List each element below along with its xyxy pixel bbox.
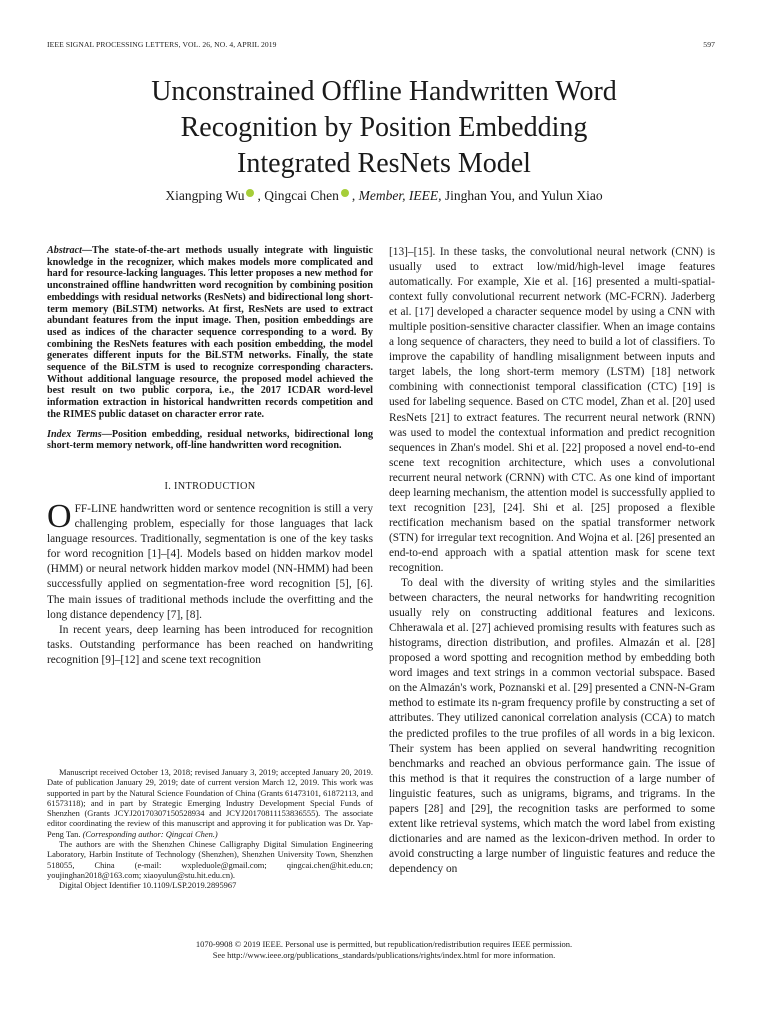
author-name: Xiangping Wu: [165, 188, 245, 203]
index-terms: [47, 429, 373, 452]
page-number: 597: [703, 40, 715, 49]
intro-paragraph: [47, 497, 373, 623]
abstract-text: —The state-of-the-art methods usually integrate with linguistic knowledge in the recognizer, which makes models more complicated and hard for resource-lacking languages. This letter proposes a new method for unconstrained offline handwritten word recognition by combining position embeddings with residual networks (ResNets) and bidirectional long short-term memory (BiLSTM) networks. At first, ResNets are used to extract abundant features from the input image. Then, position embeddings are used as indices of the character sequence corresponding to a word. By combining the ResNets features with each position embedding, the model generates different inputs for the BiLSTM networks. Finally, the state sequence of the BiLSTM is used to recognize corresponding characters. Without additional language resource, the proposed model achieved the best result on two public corpora, i.e., the 2017 ICDAR word-level information extraction in historical handwritten records competition and the RIMES public dataset on character error rate.: [47, 245, 373, 420]
orcid-icon[interactable]: [341, 189, 349, 197]
section-title-first: I: [174, 480, 178, 492]
right-column: [389, 245, 715, 877]
intro-paragraph-text: handwritten word or sentence recognition is still a very challenging problem, especially for those languages that lack language resources. Traditionally, segmentation is one of the key tasks for word recognition [1]–[4]. Models based on hidden markov model (HMM) or neural network hidden markov model (NN-HMM) had been successfully applied on segmentation-free word recognition [5], [6]. The main issues of traditional methods include the overfitting and the long distance dependency [7], [8].: [47, 502, 373, 621]
abstract: [47, 245, 373, 421]
intro-first-word: FF-LINE: [74, 502, 117, 515]
footnote-affiliation: The authors are with the Shenzhen Chinese Calligraphy Digital Simulation Engineering Laboratory, Harbin Institute of Technology (Shenzhen), Shenzhen University Town, Shenzhen 518055, China (e-mail: wxpleduole@gmail.com; qingcai.chen@hit.edu.cn; youjinghan2018@163.com; xiaoyulun@stu.hit.edu.cn).: [47, 839, 373, 880]
section-title-rest: NTRODUCTION: [177, 480, 256, 492]
author-list: Xiangping Wu , Qingcai Chen , Member, IEEE, Jinghan You, and Yulun Xiao: [165, 188, 603, 203]
copyright-notice: [40, 939, 728, 961]
title-line-3: Integrated ResNets Model: [237, 148, 531, 179]
title-line-1: Unconstrained Offline Handwritten Word: [151, 76, 617, 107]
author-names-rest: Jinghan You, and Yulun Xiao: [444, 188, 603, 203]
drop-cap: O: [47, 497, 72, 535]
section-heading: [47, 481, 373, 492]
journal-citation: IEEE SIGNAL PROCESSING LETTERS, VOL. 26, NO. 4, APRIL 2019: [47, 40, 277, 49]
section-number: I.: [164, 480, 172, 492]
copyright-link[interactable]: See http://www.ieee.org/publications_standards/publications/rights/index.html for more information.: [212, 950, 556, 960]
left-column: [47, 245, 373, 668]
body-paragraph: To deal with the diversity of writing styles and the similarities between characters, the neural networks for handwriting recognition usually rely on constructing additional features and lexicons. Chherawala et al. [27] achieved promising results with features such as histograms, direction distribution, and profiles. Almazán et al. [28] proposed a word spotting and recognition method by embedding both word images and text strings in a common vectorial subspace. Based on the Almazán's work, Poznanski et al. [29] presented a CNN-N-Gram method to estimate its n-gram frequency profile by constructing a set of attributes. They utilized canonical correlation analysis (CCA) to match the predicted profiles to the true profiles of all words in a big lexicon. Their system has been applied on several handwriting recognition benchmarks and reached an obvious performance gain. The issue of this method is that it requires the construction of a large number of linguistic features, such as unigrams, bigrams, and trigrams. In the papers [28] and [29], the recognition tasks are performed to some extent like retrieval systems, which match the word label from existing dictionaries and are named as the lexicon-driven method. In order to avoid constructing a large number of linguistic features and reduce the dependency on: [389, 577, 715, 875]
footnote-manuscript-text: Manuscript received October 13, 2018; revised January 3, 2019; accepted January 20, 2019. Date of publication January 29, 2019; date of current version March 12, 2019. This work was supported in part by the Natural Science Foundation of China (Grants 61473101, 61872113, and 61573118); and in part by Strategic Emerging Industry Development Special Funds of Shenzhen (Grants JCYJ20170307150528934 and JCYJ20170811153836555). The associate editor coordinating the review of this manuscript and approving it for publication was Dr. Yap-Peng Tan.: [47, 767, 373, 839]
paper-title: [60, 74, 708, 182]
footnote: [47, 767, 373, 891]
footnote-doi: Digital Object Identifier 10.1109/LSP.2019.2895967: [59, 880, 237, 891]
corresponding-author: (Corresponding author: Qingcai Chen.): [82, 828, 218, 839]
body-paragraph: [13]–[15]. In these tasks, the convolutional neural network (CNN) is usually used to extract low/mid/high-level image features automatically. For example, Xie et al. [16] presented a multi-spatial-context fully convolutional recurrent network (MC-FCRN). Jaderberg et al. [17] developed a character sequence model by using a CNN with multiple position-sensitive character classifier. When an image contains a long sequence of characters, they need to build a lot of classifiers. To improve the capability of handling misalignment between inputs and target labels, the long short-term memory (LSTM) [18] network combining with connectionist temporal classification (CTC) [19] is used for labeling sequence. Based on CTC model, Zhan et al. [20] used ResNets [21] to extract features. The recurrent neural network (RNN) was used to model the contextual information and predict recognition sequences in Zhan's model. Shi et al. [22] proposed a novel end-to-end scene text recognition architecture, which uses a convolutional recurrent neural network (CRNN) with CTC. As one kind of important deep learning mechanism, the attention model is successfully applied to text recognition [23], [24]. Shi et al. [25] proposed a flexible rectification mechanism based on the spatial transformer network (STN) for irregular text recognition. And Wojna et al. [26] presented an end-to-end approach with a spatial attention mask for scene text recognition.: [389, 246, 715, 574]
author-name: Qingcai Chen: [264, 188, 339, 203]
author-membership: Member, IEEE,: [358, 188, 442, 203]
copyright-line: 1070-9908 © 2019 IEEE. Personal use is permitted, but republication/redistribution requires IEEE permission.: [195, 939, 573, 949]
intro-paragraph-2: In recent years, deep learning has been introduced for recognition tasks. Outstanding performance has been reached on handwriting recognition [9]–[12] and scene text recognition: [47, 623, 373, 666]
index-terms-label: Index Terms: [47, 428, 102, 440]
footnote-manuscript: [47, 767, 373, 839]
orcid-icon[interactable]: [246, 189, 254, 197]
abstract-label: Abstract: [47, 245, 82, 256]
title-line-2: Recognition by Position Embedding: [180, 112, 588, 143]
index-terms-text: —Position embedding, residual networks, bidirectional long short-term memory network, off-line handwritten word recognition.: [47, 428, 374, 452]
